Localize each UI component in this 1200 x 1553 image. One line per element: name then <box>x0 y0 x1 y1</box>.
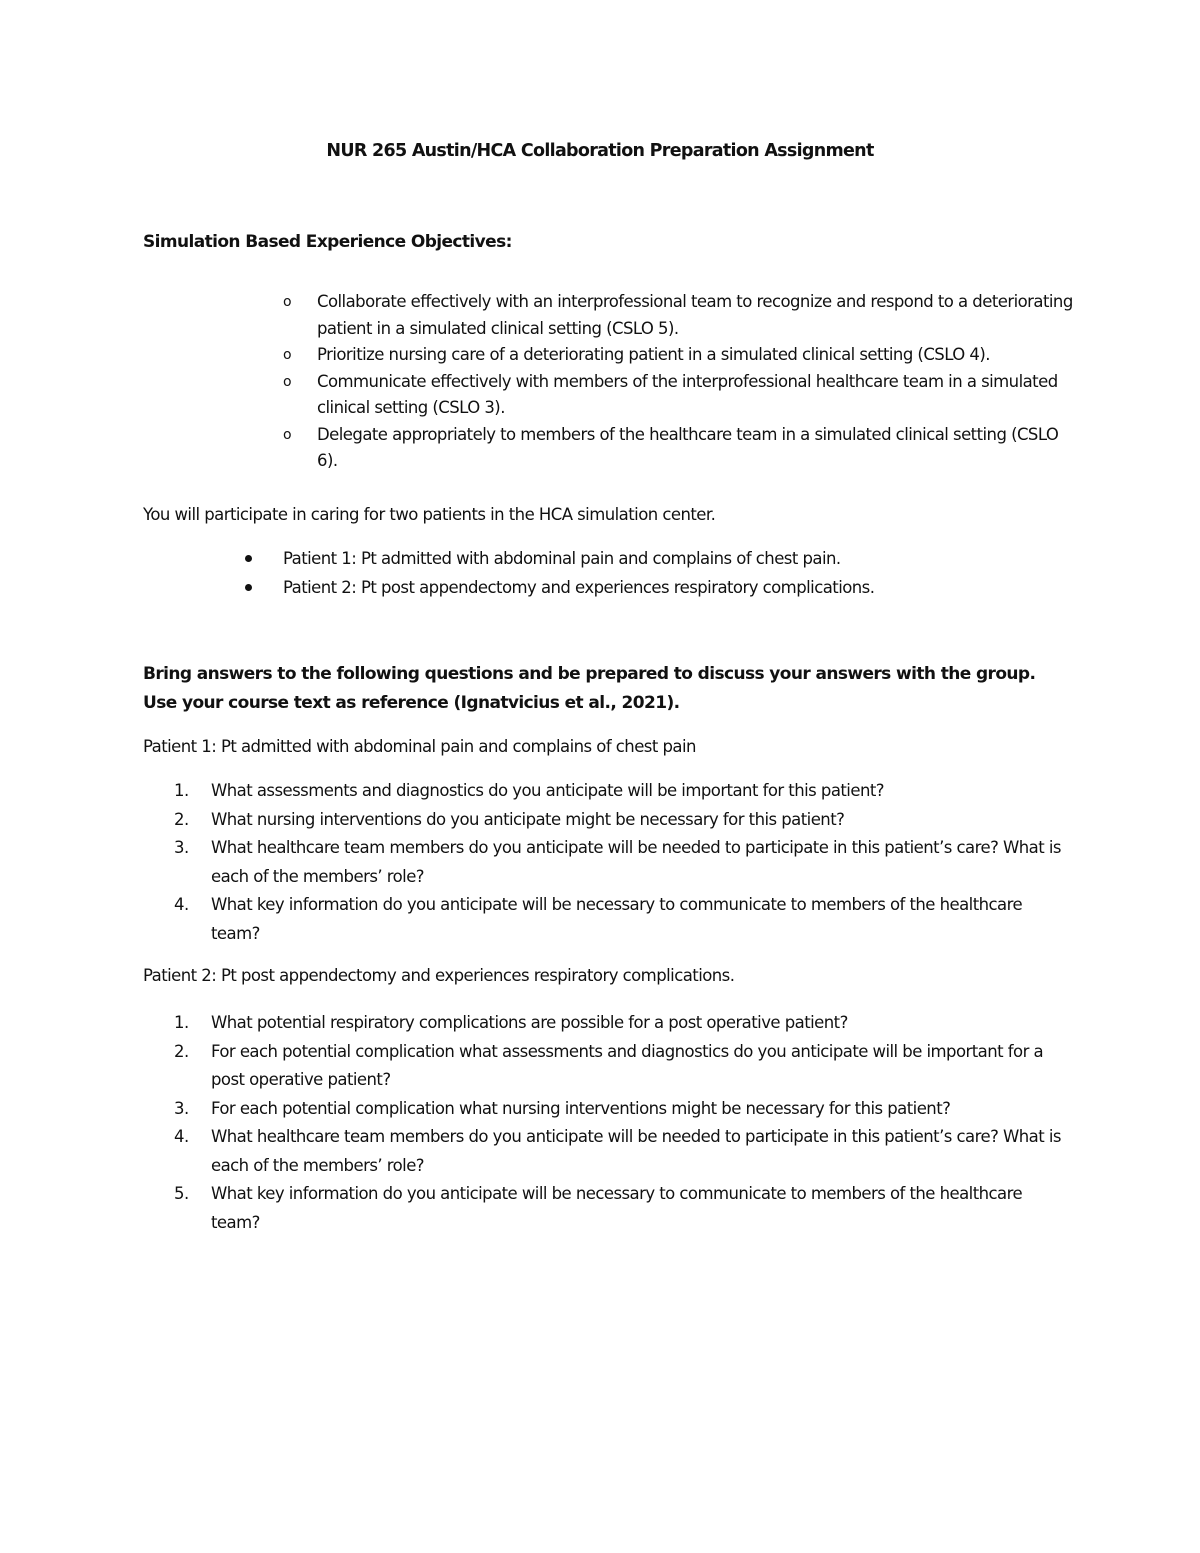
patient1-label: Patient 1: Pt admitted with abdominal pain and complains of chest pain <box>143 737 696 756</box>
objective-item <box>0 289 1077 342</box>
objective-item <box>0 369 1077 422</box>
question-item <box>0 834 1061 891</box>
list-marker: o <box>283 426 292 443</box>
question-number: 4. <box>174 895 189 914</box>
question-number: 1. <box>174 781 189 800</box>
patient-summary-item <box>0 544 1200 573</box>
question-item <box>0 1095 1061 1124</box>
objectives-list <box>0 289 1200 475</box>
question-item <box>0 1038 1061 1095</box>
list-marker: o <box>283 373 292 390</box>
list-marker: o <box>283 294 292 310</box>
question-text: What potential respiratory complications are possible for a post operative patient? <box>211 1013 848 1032</box>
patient1-questions <box>0 777 1200 948</box>
objective-item <box>0 422 1077 475</box>
question-number: 1. <box>174 1013 189 1032</box>
question-text: For each potential complication what assessments and diagnostics do you anticipate will be important for a post operative patient? <box>211 1041 1044 1089</box>
question-item <box>0 806 1061 835</box>
objective-text: Prioritize nursing care of a deteriorating patient in a simulated clinical setting (CSLO 4). <box>317 345 990 364</box>
patient2-questions <box>0 1009 1200 1237</box>
question-text: For each potential complication what nursing interventions might be necessary for this patient? <box>211 1098 951 1118</box>
document-title: NUR 265 Austin/HCA Collaboration Preparation Assignment <box>326 141 874 161</box>
patient-summary-text: Patient 2: Pt post appendectomy and experiences respiratory complications. <box>283 578 875 597</box>
patient-summary-list <box>0 544 1200 602</box>
objectives-heading: Simulation Based Experience Objectives: <box>143 232 512 252</box>
question-text: What healthcare team members do you anticipate will be needed to participate in this patient’s care? What is each of the members’ role? <box>211 838 1061 886</box>
objective-text: Communicate effectively with members of the interprofessional healthcare team in a simulated clinical setting (CSLO 3). <box>317 371 1058 417</box>
bullet-icon <box>245 555 252 562</box>
question-item <box>0 1180 1061 1237</box>
question-number: 2. <box>174 1041 189 1061</box>
question-text: What nursing interventions do you anticipate might be necessary for this patient? <box>211 809 845 829</box>
question-number: 3. <box>174 1098 189 1118</box>
question-number: 4. <box>174 1127 189 1146</box>
question-text: What healthcare team members do you anticipate will be needed to participate in this patient’s care? What is each of the members’ role? <box>211 1127 1061 1175</box>
question-item <box>0 1123 1061 1180</box>
objective-text: Collaborate effectively with an interprofessional team to recognize and respond to a deteriorating patient in a simulated clinical setting (CSLO 5). <box>317 292 1073 338</box>
question-text: What assessments and diagnostics do you anticipate will be important for this patient? <box>211 781 884 800</box>
intro-paragraph: You will participate in caring for two patients in the HCA simulation center. <box>143 505 716 524</box>
objective-text: Delegate appropriately to members of the healthcare team in a simulated clinical setting (CSLO 6). <box>317 424 1059 470</box>
question-item <box>0 777 1061 806</box>
instructions-paragraph: Bring answers to the following questions and be prepared to discuss your answers with the group. Use your course text as reference (Ignatvicius et al., 2021). <box>143 664 1036 713</box>
list-marker: o <box>283 347 292 363</box>
question-number: 5. <box>174 1184 189 1203</box>
question-text: What key information do you anticipate will be necessary to communicate to members of the healthcare team? <box>211 895 1023 943</box>
question-item <box>0 1009 1061 1038</box>
question-number: 2. <box>174 809 189 829</box>
patient-summary-item <box>0 573 1200 602</box>
objective-item <box>0 342 1077 369</box>
question-item <box>0 891 1061 948</box>
question-text: What key information do you anticipate will be necessary to communicate to members of the healthcare team? <box>211 1184 1023 1232</box>
bullet-icon <box>245 584 252 591</box>
question-number: 3. <box>174 838 189 857</box>
patient-summary-text: Patient 1: Pt admitted with abdominal pain and complains of chest pain. <box>283 549 841 568</box>
patient2-label: Patient 2: Pt post appendectomy and experiences respiratory complications. <box>143 966 735 985</box>
